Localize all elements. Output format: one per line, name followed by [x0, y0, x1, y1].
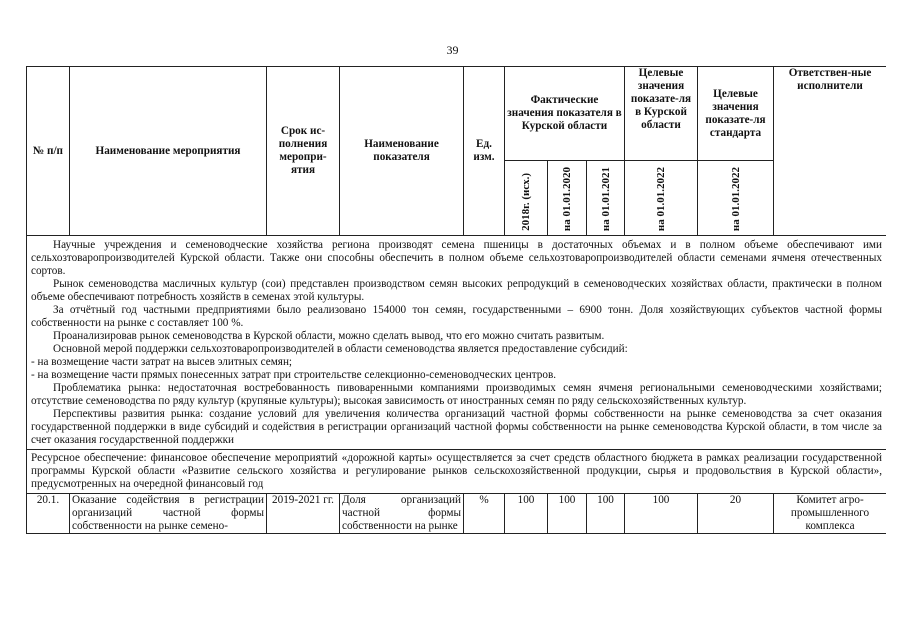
- resource-row: [27, 450, 887, 494]
- header-year-2021-text: на 01.01.2021: [599, 166, 612, 231]
- header-year-2020: [548, 161, 587, 236]
- header-row-top: [27, 67, 887, 161]
- narrative-row: [27, 236, 887, 450]
- header-number: № п/п: [27, 67, 70, 236]
- narrative-paragraph: Перспективы развития рынка: создание условий для увеличения количества организаций частной формы собственности на рынке семеноводства за счет оказания государственной поддержки в виде субсидий и содействия в регистрации организаций частной формы собственности на рынке семеноводства Курской области, в том числе за счет оказания государственной поддержки: [31, 408, 882, 446]
- row-value-2020: 100: [548, 494, 587, 534]
- header-year-2022-region-text: на 01.01.2022: [655, 166, 667, 231]
- row-value-2022-region: 100: [625, 494, 698, 534]
- header-indicator: Наименование показателя: [340, 67, 464, 236]
- row-event-name: Оказание содействия в регистрации организаций частной формы собственности на рынке семено-: [70, 494, 267, 534]
- narrative-paragraph: Научные учреждения и семеноводческие хозяйства региона производят семена пшеницы в достаточных объемах и в полном объеме обеспечивают ими сельхозтоваропроизводителей Курской области. Также они способны обеспечить в полном объеме сельхозтоваропроизводителей области семенами ячменя отечественных сортов.: [31, 239, 882, 277]
- header-unit: Ед. изм.: [464, 67, 505, 236]
- row-indicator: Доля организаций частной формы собственности на рынке: [340, 494, 464, 534]
- header-year-2022-standard: [698, 161, 774, 236]
- row-unit: %: [464, 494, 505, 534]
- narrative-paragraph: Проанализировав рынок семеноводства в Курской области, можно сделать вывод, что его можно считать развитым.: [53, 330, 605, 342]
- header-year-2022-standard-text: на 01.01.2022: [729, 166, 742, 231]
- header-year-2021: [587, 161, 625, 236]
- header-event-name: Наименование мероприятия: [70, 67, 267, 236]
- row-value-2021: 100: [587, 494, 625, 534]
- header-target-region: Целевые значения показате-ля в Курской области: [625, 67, 698, 161]
- narrative-list-item: - на возмещение части прямых понесенных затрат при строительстве селекционно-семеноводческих центров.: [31, 369, 557, 381]
- narrative-cell: [27, 236, 887, 450]
- header-year-2020-text: на 01.01.2020: [561, 166, 573, 231]
- resource-note: Ресурсное обеспечение: финансовое обеспечение мероприятий «дорожной карты» осуществляется за счет средств областного бюджета в рамках реализации государственной программы Курской области «Развитие сельского хозяйства и регулирование рынков сельскохозяйственной продукции, сырья и продовольствия в Курской области», предусмотренных на очередной финансовый год: [27, 450, 887, 494]
- header-target-standard: Целевые значения показате-ля стандарта: [698, 67, 774, 161]
- header-actual-values: Фактические значения показателя в Курской области: [505, 67, 625, 161]
- narrative-paragraph: За отчётный год частными предприятиями было реализовано 154000 тон семян, государственными – 6900 тонн. Доля хозяйствующих субъектов частной формы собственности на рынке с составляет 100 %.: [31, 304, 882, 329]
- row-value-2022-standard: 20: [698, 494, 774, 534]
- narrative-list-item: - на возмещение части затрат на высев элитных семян;: [31, 356, 293, 368]
- header-responsible: Ответствен-ные исполнители: [774, 67, 887, 236]
- row-deadline: 2019-2021 гг.: [267, 494, 340, 534]
- narrative-paragraph: Рынок семеноводства масличных культур (сои) представлен производством семян высоких репродукций в семеноводческих хозяйствах области, практически в полном объеме обеспечивают потребность хозяйств в семенах этой культуры.: [31, 278, 882, 303]
- header-deadline: Срок ис-полнения меропри-ятия: [267, 67, 340, 236]
- header-year-2018: [505, 161, 548, 236]
- header-year-2022-region: [625, 161, 698, 236]
- narrative-paragraph: Проблематика рынка: недостаточная востребованность пивоваренными компаниями производимых семян ячменя региональными семеноводческими хозяйствами; отсутствие семеноводства по ряду культур (крупяные культуры); высокая зависимость от иностранных семян по ряду сельскохозяйственных культур.: [31, 382, 882, 407]
- roadmap-table: [26, 66, 886, 534]
- row-value-2018: 100: [505, 494, 548, 534]
- page-number: 39: [446, 43, 459, 57]
- narrative-paragraph: Основной мерой поддержки сельхозтоваропроизводителей в области семеноводства является предоставление субсидий:: [53, 343, 628, 355]
- table-row: [27, 494, 887, 534]
- row-number: 20.1.: [27, 494, 70, 534]
- roadmap-table-frame: [26, 66, 886, 568]
- header-year-2018-text: 2018г. (исх.): [520, 173, 532, 231]
- row-responsible: Комитет агро-промышленного комплекса: [774, 494, 887, 534]
